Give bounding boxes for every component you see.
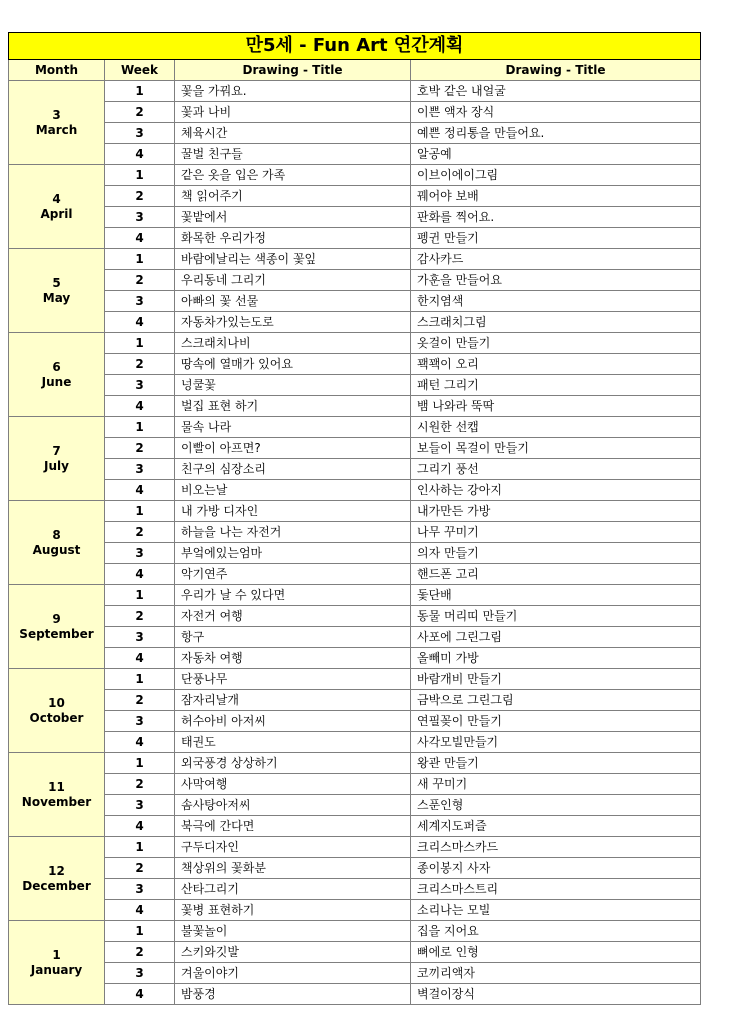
drawing-title-1: 자전거 여행 <box>175 606 411 627</box>
month-number: 4 <box>52 191 61 206</box>
week-cell: 3 <box>105 123 175 144</box>
month-number: 11 <box>48 779 65 794</box>
month-number: 7 <box>52 443 61 458</box>
month-name: January <box>30 962 83 977</box>
drawing-title-2: 왕관 만들기 <box>411 753 701 774</box>
week-cell: 1 <box>105 921 175 942</box>
drawing-title-2: 크리스마스카드 <box>411 837 701 858</box>
week-cell: 3 <box>105 459 175 480</box>
drawing-title-2: 코끼리액자 <box>411 963 701 984</box>
week-cell: 3 <box>105 879 175 900</box>
table-row <box>9 270 701 291</box>
drawing-title-2: 한지염색 <box>411 291 701 312</box>
month-header: Month <box>9 60 105 81</box>
drawing-title-1: 스키와깃발 <box>175 942 411 963</box>
drawing-title-1: 사막여행 <box>175 774 411 795</box>
table-row <box>9 774 701 795</box>
week-cell: 3 <box>105 207 175 228</box>
drawing-title-2: 의자 만들기 <box>411 543 701 564</box>
month-name: June <box>41 374 72 389</box>
drawing-title-1: 꿀벌 친구들 <box>175 144 411 165</box>
table-row <box>9 690 701 711</box>
week-cell: 1 <box>105 333 175 354</box>
drawing-title-1: 자동차가있는도로 <box>175 312 411 333</box>
month-name: August <box>32 542 81 557</box>
week-cell: 1 <box>105 165 175 186</box>
month-cell <box>9 585 105 669</box>
week-cell: 1 <box>105 753 175 774</box>
table-row <box>9 228 701 249</box>
drawing-title-1: 우리가 날 수 있다면 <box>175 585 411 606</box>
drawing-title-1: 항구 <box>175 627 411 648</box>
title-row <box>9 33 701 60</box>
table-row <box>9 963 701 984</box>
drawing-title-1: 바람에날리는 색종이 꽃잎 <box>175 249 411 270</box>
month-number: 3 <box>52 107 61 122</box>
month-name: April <box>40 206 73 221</box>
drawing-title-2: 돛단배 <box>411 585 701 606</box>
drawing-title-1: 꽃을 가꿔요. <box>175 81 411 102</box>
drawing-title-1: 태권도 <box>175 732 411 753</box>
week-cell: 2 <box>105 438 175 459</box>
drawing-title-1: 부엌에있는엄마 <box>175 543 411 564</box>
week-cell: 1 <box>105 669 175 690</box>
drawing-title-2: 바람개비 만들기 <box>411 669 701 690</box>
table-row <box>9 459 701 480</box>
drawing-title-2: 새 꾸미기 <box>411 774 701 795</box>
month-cell <box>9 417 105 501</box>
table-row <box>9 375 701 396</box>
table-row <box>9 333 701 354</box>
week-cell: 1 <box>105 417 175 438</box>
week-cell: 2 <box>105 774 175 795</box>
drawing-title-1: 친구의 심장소리 <box>175 459 411 480</box>
drawing-title-1: 구두디자인 <box>175 837 411 858</box>
week-cell: 4 <box>105 984 175 1005</box>
table-row <box>9 900 701 921</box>
drawing-title-2: 호박 같은 내얼굴 <box>411 81 701 102</box>
drawing-title-1: 넝쿨꽃 <box>175 375 411 396</box>
table-row <box>9 186 701 207</box>
drawing-title-2: 꽥꽥이 오리 <box>411 354 701 375</box>
drawing-title-2: 판화를 찍어요. <box>411 207 701 228</box>
drawing-title-1: 불꽃놀이 <box>175 921 411 942</box>
table-row <box>9 711 701 732</box>
week-cell: 3 <box>105 963 175 984</box>
drawing-title-1: 외국풍경 상상하기 <box>175 753 411 774</box>
drawing-title-2: 세계지도퍼즐 <box>411 816 701 837</box>
month-cell <box>9 669 105 753</box>
drawing-title-1: 하늘을 나는 자전거 <box>175 522 411 543</box>
week-cell: 3 <box>105 627 175 648</box>
drawing-title-2: 스푼인형 <box>411 795 701 816</box>
drawing-title-1: 비오는날 <box>175 480 411 501</box>
table-row <box>9 837 701 858</box>
drawing-title-1: 자동차 여행 <box>175 648 411 669</box>
table-row <box>9 543 701 564</box>
drawing-title-header-1: Drawing - Title <box>175 60 411 81</box>
week-cell: 4 <box>105 900 175 921</box>
table-row <box>9 879 701 900</box>
table-row <box>9 732 701 753</box>
week-cell: 1 <box>105 81 175 102</box>
month-name: March <box>35 122 78 137</box>
drawing-title-2: 예쁜 정리통을 만들어요. <box>411 123 701 144</box>
drawing-title-2: 패턴 그리기 <box>411 375 701 396</box>
drawing-title-1: 솜사탕아저씨 <box>175 795 411 816</box>
drawing-title-1: 책상위의 꽃화분 <box>175 858 411 879</box>
week-cell: 1 <box>105 249 175 270</box>
table-row <box>9 753 701 774</box>
drawing-title-1: 스크래치나비 <box>175 333 411 354</box>
drawing-title-2: 알공예 <box>411 144 701 165</box>
month-cell <box>9 249 105 333</box>
table-row <box>9 165 701 186</box>
month-cell <box>9 501 105 585</box>
week-cell: 2 <box>105 522 175 543</box>
drawing-title-2: 보들이 목걸이 만들기 <box>411 438 701 459</box>
drawing-title-2: 사각모빌만들기 <box>411 732 701 753</box>
week-cell: 1 <box>105 837 175 858</box>
week-cell: 1 <box>105 501 175 522</box>
drawing-title-2: 금박으로 그린그림 <box>411 690 701 711</box>
drawing-title-2: 스크래치그림 <box>411 312 701 333</box>
drawing-title-2: 꿰어야 보배 <box>411 186 701 207</box>
table-row <box>9 249 701 270</box>
drawing-title-1: 땅속에 열매가 있어요 <box>175 354 411 375</box>
drawing-title-1: 단풍나무 <box>175 669 411 690</box>
drawing-title-2: 동물 머리띠 만들기 <box>411 606 701 627</box>
drawing-title-2: 종이봉지 사자 <box>411 858 701 879</box>
drawing-title-2: 내가만든 가방 <box>411 501 701 522</box>
table-row <box>9 312 701 333</box>
table-row <box>9 669 701 690</box>
drawing-title-1: 내 가방 디자인 <box>175 501 411 522</box>
week-cell: 4 <box>105 648 175 669</box>
month-number: 9 <box>52 611 61 626</box>
month-number: 10 <box>48 695 65 710</box>
week-cell: 3 <box>105 711 175 732</box>
drawing-title-1: 물속 나라 <box>175 417 411 438</box>
month-number: 12 <box>48 863 65 878</box>
table-row <box>9 522 701 543</box>
week-cell: 4 <box>105 396 175 417</box>
drawing-title-1: 북극에 간다면 <box>175 816 411 837</box>
drawing-title-1: 화목한 우리가정 <box>175 228 411 249</box>
week-header: Week <box>105 60 175 81</box>
table-row <box>9 816 701 837</box>
drawing-title-1: 같은 옷을 입은 가족 <box>175 165 411 186</box>
drawing-title-2: 이브이에이그림 <box>411 165 701 186</box>
drawing-title-2: 뼈에로 인형 <box>411 942 701 963</box>
drawing-title-1: 밤풍경 <box>175 984 411 1005</box>
drawing-title-2: 뱀 나와라 뚝딱 <box>411 396 701 417</box>
table-row <box>9 585 701 606</box>
month-name: December <box>22 878 91 893</box>
drawing-title-2: 크리스마스트리 <box>411 879 701 900</box>
week-cell: 2 <box>105 186 175 207</box>
drawing-title-1: 허수아비 아저씨 <box>175 711 411 732</box>
table-row <box>9 438 701 459</box>
table-row <box>9 858 701 879</box>
month-number: 6 <box>52 359 61 374</box>
drawing-title-1: 우리동네 그리기 <box>175 270 411 291</box>
drawing-title-2: 집을 지어요 <box>411 921 701 942</box>
table-row <box>9 396 701 417</box>
month-number: 1 <box>52 947 61 962</box>
drawing-title-1: 꽃밭에서 <box>175 207 411 228</box>
table-row <box>9 921 701 942</box>
month-number: 5 <box>52 275 61 290</box>
table-row <box>9 207 701 228</box>
drawing-title-1: 잠자리날개 <box>175 690 411 711</box>
drawing-title-2: 벽걸이장식 <box>411 984 701 1005</box>
table-row <box>9 627 701 648</box>
month-cell <box>9 837 105 921</box>
week-cell: 3 <box>105 543 175 564</box>
week-cell: 2 <box>105 270 175 291</box>
drawing-title-1: 꽃과 나비 <box>175 102 411 123</box>
drawing-title-2: 펭귄 만들기 <box>411 228 701 249</box>
drawing-title-1: 체육시간 <box>175 123 411 144</box>
week-cell: 4 <box>105 228 175 249</box>
table-row <box>9 984 701 1005</box>
table-row <box>9 354 701 375</box>
week-cell: 2 <box>105 102 175 123</box>
drawing-title-1: 꽃병 표현하기 <box>175 900 411 921</box>
week-cell: 2 <box>105 606 175 627</box>
month-cell <box>9 333 105 417</box>
drawing-title-2: 소리나는 모빌 <box>411 900 701 921</box>
week-cell: 2 <box>105 942 175 963</box>
month-name: July <box>44 458 69 473</box>
month-cell <box>9 753 105 837</box>
drawing-title-1: 아빠의 꽃 선물 <box>175 291 411 312</box>
week-cell: 2 <box>105 354 175 375</box>
drawing-title-2: 가훈을 만들어요 <box>411 270 701 291</box>
drawing-title-1: 이빨이 아프면? <box>175 438 411 459</box>
month-cell <box>9 921 105 1005</box>
table-row <box>9 795 701 816</box>
week-cell: 4 <box>105 816 175 837</box>
drawing-title-2: 시원한 선캡 <box>411 417 701 438</box>
week-cell: 3 <box>105 795 175 816</box>
week-cell: 3 <box>105 375 175 396</box>
drawing-title-1: 악기연주 <box>175 564 411 585</box>
week-cell: 2 <box>105 858 175 879</box>
week-cell: 4 <box>105 732 175 753</box>
month-name: September <box>19 626 94 641</box>
table-row <box>9 480 701 501</box>
page-title: 만5세 - Fun Art 연간계획 <box>9 33 701 60</box>
table-row <box>9 942 701 963</box>
table-row <box>9 144 701 165</box>
table-row <box>9 606 701 627</box>
week-cell: 4 <box>105 312 175 333</box>
month-number: 8 <box>52 527 61 542</box>
drawing-title-2: 연필꽂이 만들기 <box>411 711 701 732</box>
month-cell <box>9 165 105 249</box>
table-row <box>9 291 701 312</box>
drawing-title-2: 나무 꾸미기 <box>411 522 701 543</box>
week-cell: 2 <box>105 690 175 711</box>
header-row <box>9 60 701 81</box>
drawing-title-2: 이쁜 액자 장식 <box>411 102 701 123</box>
plan-body <box>9 81 701 1005</box>
table-row <box>9 102 701 123</box>
month-name: October <box>29 710 84 725</box>
week-cell: 4 <box>105 144 175 165</box>
drawing-title-2: 핸드폰 고리 <box>411 564 701 585</box>
week-cell: 4 <box>105 564 175 585</box>
week-cell: 1 <box>105 585 175 606</box>
drawing-title-1: 겨울이야기 <box>175 963 411 984</box>
drawing-title-2: 그리기 풍선 <box>411 459 701 480</box>
drawing-title-1: 산타그리기 <box>175 879 411 900</box>
drawing-title-2: 사포에 그린그림 <box>411 627 701 648</box>
drawing-title-2: 감사카드 <box>411 249 701 270</box>
month-name: May <box>42 290 71 305</box>
annual-plan-sheet <box>8 32 700 1005</box>
table-row <box>9 123 701 144</box>
drawing-title-1: 책 읽어주기 <box>175 186 411 207</box>
drawing-title-2: 인사하는 강아지 <box>411 480 701 501</box>
week-cell: 3 <box>105 291 175 312</box>
table-row <box>9 417 701 438</box>
annual-plan-table <box>8 32 701 1005</box>
drawing-title-1: 벌집 표현 하기 <box>175 396 411 417</box>
table-row <box>9 648 701 669</box>
drawing-title-2: 옷걸이 만들기 <box>411 333 701 354</box>
drawing-title-header-2: Drawing - Title <box>411 60 701 81</box>
drawing-title-2: 올빼미 가방 <box>411 648 701 669</box>
table-row <box>9 501 701 522</box>
table-row <box>9 564 701 585</box>
month-cell <box>9 81 105 165</box>
table-row <box>9 81 701 102</box>
month-name: November <box>21 794 92 809</box>
week-cell: 4 <box>105 480 175 501</box>
